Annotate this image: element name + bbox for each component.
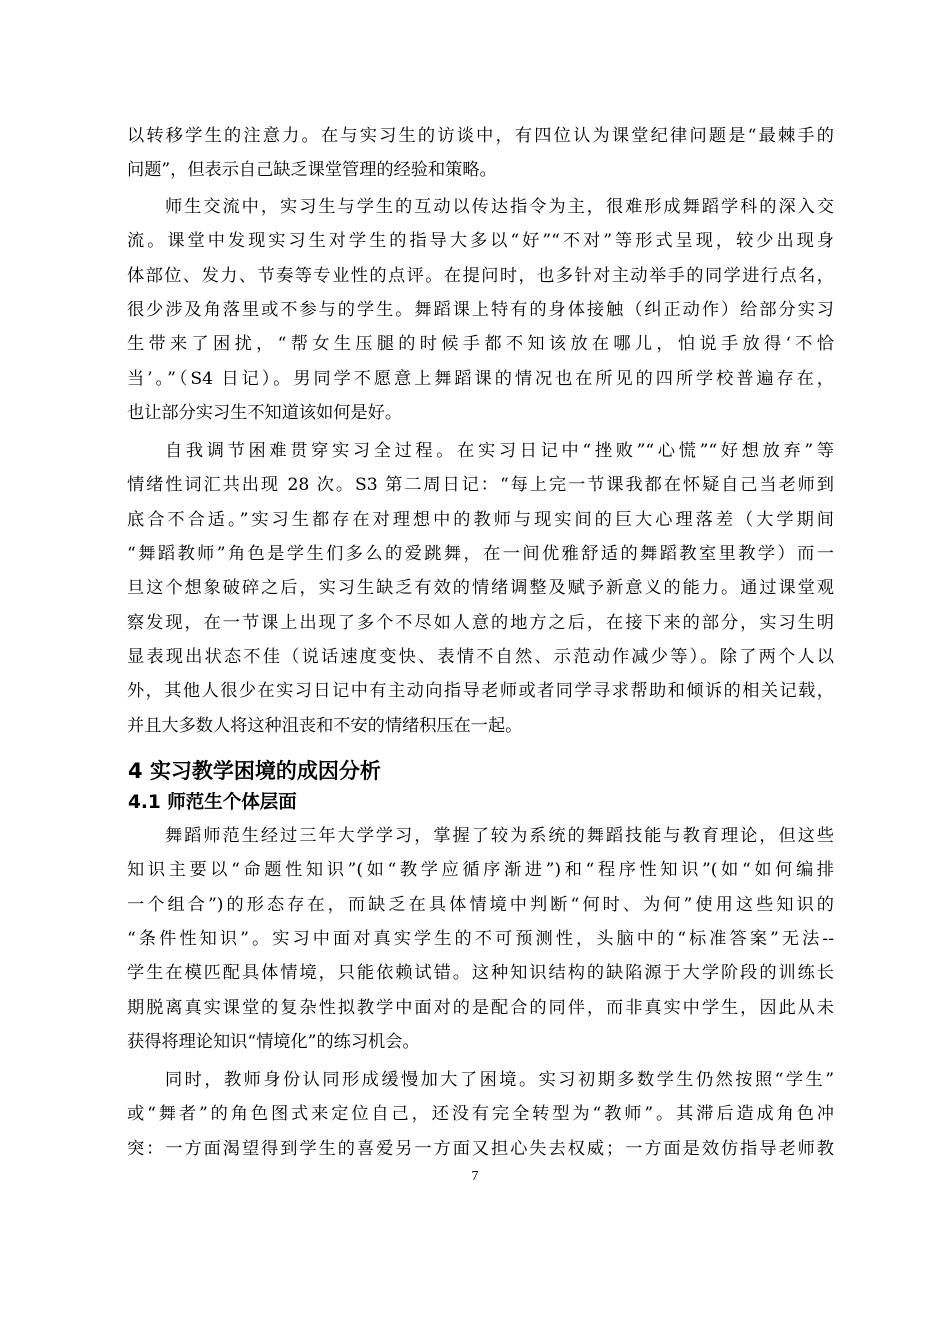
text-line: 获得将理论知识“情境化”的练习机会。 [127, 1032, 420, 1053]
text-line: “条件性知识”。实习中面对真实学生的不可预测性，头脑中的“标准答案”无法-- [127, 929, 834, 950]
text-line: 察发现，在一节课上出现了多个不尽如人意的地方之后，在接下来的部分，实习生明 [127, 612, 834, 633]
section-heading: 4 实习教学困境的成因分析 [128, 759, 381, 783]
text-line: 同时，教师身份认同形成缓慢加大了困境。实习初期多数学生仍然按照“学生” [165, 1070, 834, 1090]
text-line: 或“舞者”的角色图式来定位自己，还没有完全转型为“教师”。其滞后造成角色冲 [127, 1104, 834, 1125]
paragraph-knowledge-structure [127, 819, 834, 1059]
paragraph-teacher-student-interaction [127, 190, 834, 430]
text-line: 学生在模匹配具体情境，只能依赖试错。这种知识结构的缺陷源于大学阶段的训练长 [127, 963, 834, 984]
text-line: 很少涉及角落里或不参与的学生。舞蹈课上特有的身体接触（纠正动作）给部分实习 [127, 300, 834, 321]
paragraph-classroom-discipline [127, 119, 834, 188]
text-line: 显表现出状态不佳（说话速度变快、表情不自然、示范动作减少等）。除了两个人以 [127, 647, 834, 668]
text-line: 自我调节困难贯穿实习全过程。在实习日记中“挫败”“心慌”“好想放弃”等 [165, 441, 834, 461]
text-line: 也让部分实习生不知道该如何是好。 [127, 403, 403, 424]
subsection-heading: 4.1 师范生个体层面 [128, 792, 297, 813]
text-line: “舞蹈教师”角色是学生们多么的爱跳舞，在一间优雅舒适的舞蹈教室里教学）而一 [127, 544, 834, 565]
text-line: 一个组合”)的形态存在，而缺乏在具体情境中判断“何时、为何”使用这些知识的 [127, 894, 834, 915]
text-line: 体部位、发力、节奏等专业性的点评。在提问时，也多针对主动举手的同学进行点名， [127, 265, 834, 286]
text-line: 师生交流中，实习生与学生的互动以传达指令为主，很难形成舞蹈学科的深入交 [165, 197, 834, 217]
page-number: 7 [471, 1169, 479, 1184]
text-line: 期脱离真实课堂的复杂性拟教学中面对的是配合的同伴，而非真实中学生，因此从未 [127, 997, 834, 1018]
text-line: 当’。”（S4 日记）。男同学不愿意上舞蹈课的情况也在所见的四所学校普遍存在， [127, 368, 834, 389]
text-line: 以转移学生的注意力。在与实习生的访谈中，有四位认为课堂纪律问题是“最棘手的 [127, 126, 834, 146]
text-line: 舞蹈师范生经过三年大学学习，掌握了较为系统的舞蹈技能与教育理论，但这些 [165, 826, 834, 846]
text-line: 底合不合适。”实习生都存在对理想中的教师与现实间的巨大心理落差（大学期间 [127, 509, 834, 530]
text-line: 突：一方面渴望得到学生的喜爱另一方面又担心失去权威；一方面是效仿指导老师教 [127, 1138, 834, 1159]
text-line: 情绪性词汇共出现 28 次。S3 第二周日记：“每上完一节课我都在怀疑自己当老师到 [127, 475, 834, 496]
paragraph-self-regulation [127, 434, 834, 743]
paragraph-teacher-identity [127, 1063, 834, 1166]
text-line: 流。课堂中发现实习生对学生的指导大多以“好”“不对”等形式呈现，较少出现身 [127, 231, 834, 252]
text-line: 并且大多数人将这种沮丧和不安的情绪积压在一起。 [127, 715, 523, 736]
text-line: 旦这个想象破碎之后，实习生缺乏有效的情绪调整及赋予新意义的能力。通过课堂观 [127, 578, 834, 599]
text-line: 生带来了困扰，“帮女生压腿的时候手都不知该放在哪儿，怕说手放得‘不恰 [127, 334, 834, 355]
text-line: 问题”，但表示自己缺乏课堂管理的经验和策略。 [127, 160, 497, 181]
text-line: 知识主要以“命题性知识”(如“教学应循序渐进”)和“程序性知识”(如“如何编排 [127, 860, 834, 881]
text-line: 外，其他人很少在实习日记中有主动向指导老师或者同学寻求帮助和倾诉的相关记载， [127, 681, 834, 702]
